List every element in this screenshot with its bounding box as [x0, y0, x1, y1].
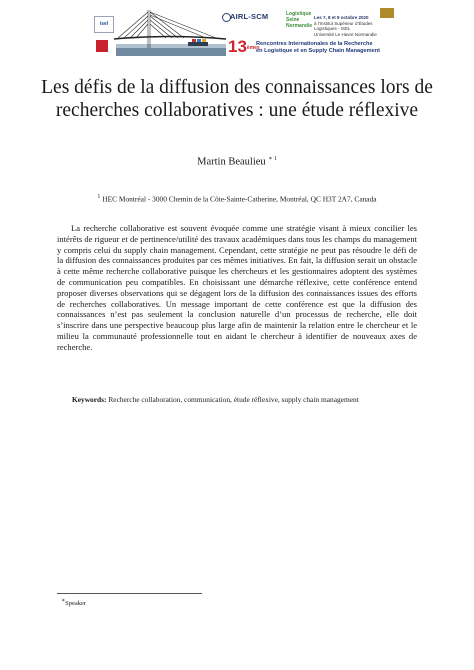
edition-number: 13èmes	[228, 37, 260, 56]
abstract-text: La recherche collaborative est souvent évoquée comme une stratégie visant à mieux concilier les intérêts de rigueur et de pertinence/utilité des travaux académiques dans tous les champs du management y compris celui du supply chain management. Cependant, cette stratégie ne peut pas résoudre le défi de la diffusion des connaissances produites par ces mêmes initiatives. En fait, la diffusion serait un obstacle à cette même recherche collaborative puisque les chercheurs et les gestionnaires adoptent des systèmes de communication peu compatibles. En choisissant une démarche réflexive, cette conférence entend proposer diverses observations qui se dégagent lors de la diffusion des connaissances issues des efforts de recherches collaboratives. Un message important de cette conférence est que la diffusion des connaissances n’est pas seulement la conclusion naturelle d’un processus de recherche, elle doit s’inscrire dans une perspective beaucoup plus large afin de maintenir la relation entre le chercheur et le milieu la communauté professionnelle tout en aidant le chercheur à identifier de nouveaux axes de recherche.	[57, 223, 417, 352]
footnote	[61, 597, 86, 607]
footnote-divider	[57, 593, 202, 594]
conference-name	[256, 41, 396, 54]
author-marks: ∗ 1	[268, 156, 277, 162]
conference-banner	[88, 8, 394, 60]
venue-line-1: à l’Institut Supérieur d’Études Logistiques - ISEL	[314, 20, 373, 32]
author-name: Martin Beaulieu	[197, 156, 266, 168]
event-dates-venue	[314, 15, 392, 37]
keywords-line	[72, 395, 432, 404]
footnote-text: Speaker	[65, 600, 87, 608]
logistics-cluster-logo: Logistique Seine Normandie	[286, 11, 313, 29]
isel-logo: isel	[94, 16, 114, 33]
keywords-text: Recherche collaboration, communication, étude réflexive, supply chain management	[108, 395, 359, 404]
event-dates: Les 7, 8 et 9 octobre 2020	[314, 15, 369, 20]
author-line	[40, 155, 434, 168]
keywords-label: Keywords:	[72, 395, 107, 404]
venue-line-2: Université Le Havre Normandie	[314, 31, 377, 37]
university-logo	[96, 40, 108, 52]
affiliation	[40, 194, 434, 203]
conference-name-line-2: en Logistique et en Supply Chain Management	[256, 47, 381, 54]
paper-title: Les défis de la diffusion des connaissances lors de recherches collaboratives : une étude réflexive	[41, 77, 433, 121]
airl-scm-logo: AIRL-SCM	[230, 12, 269, 21]
affiliation-text: HEC Montréal - 3000 Chemin de la Côte-Sainte-Catherine, Montréal, QC H3T 2A7, Canada	[102, 194, 377, 204]
footnote-mark: ∗	[61, 598, 66, 604]
affiliation-mark: 1	[97, 194, 101, 200]
conference-name-line-1: Rencontres Internationales de la Recherche	[256, 41, 373, 47]
sponsor-logo	[380, 8, 394, 18]
